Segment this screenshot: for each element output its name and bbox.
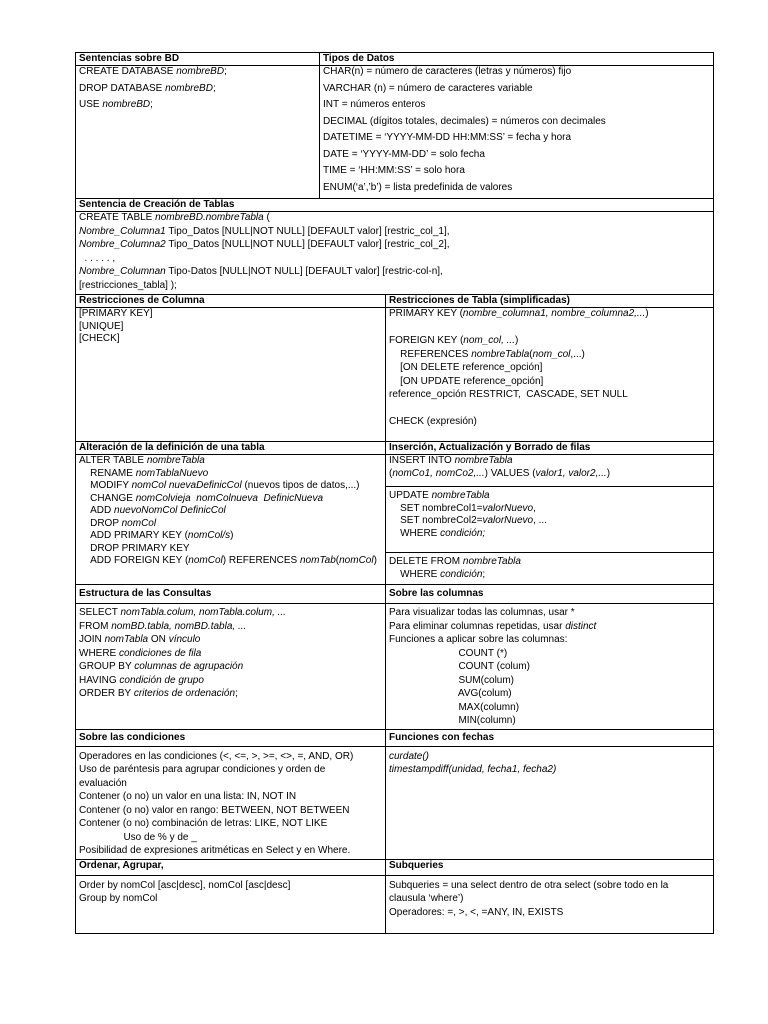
text-segment: SUM(colum)	[389, 674, 515, 686]
italic-term: nomCol	[121, 517, 157, 529]
text-segment: (	[389, 467, 393, 479]
text-segment: UPDATE	[389, 490, 432, 501]
text-line	[389, 556, 710, 569]
update-block	[386, 487, 713, 553]
header-funciones-fechas: Funciones con fechas	[386, 729, 714, 746]
italic-term: valor1, valor2,...	[535, 467, 607, 479]
text-segment: (	[529, 348, 533, 360]
header-restricciones-tabla: Restricciones de Tabla (simplificadas)	[386, 295, 714, 308]
italic-term: nomTabla.colum, nomTabla.colum, ...	[120, 607, 286, 618]
text-line	[79, 805, 382, 818]
text-segment: )	[606, 467, 611, 479]
text-segment: [restricciones_tabla] );	[79, 279, 177, 291]
text-line	[389, 376, 710, 389]
text-segment: Funciones a aplicar sobre las columnas:	[389, 634, 568, 645]
italic-term: valorNuevo	[482, 515, 534, 526]
text-line	[323, 99, 710, 112]
text-segment: . . . . . ,	[79, 252, 116, 264]
text-line	[389, 675, 710, 688]
italic-term: condición de grupo	[119, 674, 204, 686]
text-segment: Subqueries = una select dentro de otra select (sobre todo en la	[389, 879, 669, 891]
header-insercion: Inserción, Actualización y Borrado de filas	[386, 442, 714, 455]
text-segment: evaluación	[79, 777, 127, 789]
text-line	[79, 455, 382, 468]
text-line	[79, 791, 382, 804]
text-line	[79, 530, 382, 543]
italic-term: nomCol	[188, 555, 223, 566]
italic-term: nombreTabla	[431, 490, 490, 501]
italic-term: condición;	[440, 527, 486, 539]
text-line	[79, 688, 382, 701]
cell-ordenar-agrupar	[76, 875, 386, 933]
text-segment: CREATE DATABASE	[79, 66, 177, 77]
italic-term: nomBD.tabla, nomBD.tabla, ...	[111, 620, 247, 632]
header-estructura-consultas: Estructura de las Consultas	[76, 585, 386, 604]
cheat-sheet-table	[75, 52, 714, 934]
italic-term: nomColvieja nomColnueva DefinicNueva	[135, 492, 324, 504]
text-segment: COUNT (*)	[389, 647, 508, 659]
text-segment: )	[230, 530, 234, 541]
text-line	[79, 751, 382, 764]
text-segment: , ...	[533, 515, 547, 526]
text-segment: ;	[212, 82, 216, 94]
italic-term: nomCo1, nomCo2,...	[392, 467, 485, 479]
text-line	[389, 455, 710, 468]
cell-restricciones-columna	[76, 308, 386, 442]
text-segment: Order by nomCol [asc|desc], nomCol [asc|desc]	[79, 879, 291, 891]
italic-term: condición	[440, 568, 483, 580]
italic-term: nomCol nuevaDefinicCol	[131, 480, 242, 491]
italic-term: nomTablaNuevo	[135, 467, 209, 479]
text-segment: DATE = ‘YYYY-MM-DD’ = solo fecha	[323, 148, 485, 160]
text-segment: Uso de % y de _	[79, 831, 197, 843]
italic-term: nomTabla	[104, 634, 149, 645]
text-line	[79, 675, 382, 688]
text-segment: (	[263, 212, 270, 223]
text-segment: REFERENCES	[389, 348, 472, 360]
italic-term: nombreTabla	[462, 556, 521, 567]
text-segment: ,	[533, 502, 536, 514]
text-segment: AVG(colum)	[389, 688, 512, 699]
text-segment: ;	[482, 568, 486, 580]
text-line	[389, 607, 710, 620]
text-line	[79, 832, 382, 845]
text-segment: ,...)	[570, 348, 585, 360]
text-line	[79, 518, 382, 531]
text-line	[79, 239, 710, 252]
text-line	[389, 661, 710, 674]
text-segment: USE	[79, 99, 103, 110]
text-segment: CREATE TABLE	[79, 212, 156, 223]
text-line	[79, 226, 710, 239]
text-line	[323, 165, 710, 178]
text-segment: TIME = ‘HH:MM:SS’ = solo hora	[323, 165, 465, 176]
text-segment: FOREIGN KEY (	[389, 335, 464, 346]
text-segment: CHECK (expresión)	[389, 416, 477, 427]
text-segment: WHERE	[389, 568, 441, 580]
cell-estructura-consultas	[76, 604, 386, 730]
text-segment: CHANGE	[79, 492, 136, 504]
text-segment: ) VALUES (	[484, 467, 536, 479]
text-line	[79, 818, 382, 831]
italic-term: nombre_columna1, nombre_columna2,...	[462, 308, 646, 319]
text-segment: Contener (o no) combinación de letras: LIKE, NOT LIKE	[79, 818, 328, 829]
text-line	[389, 621, 710, 634]
text-segment: ON	[148, 634, 169, 645]
text-segment: Tipo_Datos [NULL|NOT NULL] [DEFAULT valor] [restric_col_1],	[165, 225, 450, 237]
italic-term: nomCol/s	[187, 530, 231, 541]
cell-tipos-datos	[320, 66, 714, 199]
text-line	[389, 569, 710, 582]
text-segment: [UNIQUE]	[79, 320, 124, 332]
text-segment: [CHECK]	[79, 333, 120, 344]
text-line	[79, 661, 382, 674]
italic-term: nomTab	[299, 555, 336, 566]
text-line	[79, 280, 710, 293]
text-line	[79, 555, 382, 568]
italic-term: criterios de ordenación	[133, 688, 236, 699]
text-segment: Group by nomCol	[79, 893, 158, 904]
italic-term: Nombre_Columna1	[79, 225, 166, 237]
text-segment: Operadores: =, >, <, =ANY, IN, EXISTS	[389, 906, 564, 918]
text-line	[323, 83, 710, 96]
italic-term: timestampdiff(unidad, fecha1, fecha2)	[389, 764, 557, 775]
text-line	[389, 389, 710, 402]
text-line	[389, 416, 710, 429]
text-segment: Para eliminar columnas repetidas, usar	[389, 620, 566, 632]
text-line	[389, 528, 710, 541]
header-creacion-tablas: Sentencia de Creación de Tablas	[76, 199, 714, 212]
text-line	[79, 468, 382, 481]
text-segment: Tipo_Datos [NULL|NOT NULL] [DEFAULT valor] [restric_col_2],	[165, 239, 450, 250]
text-segment: ) REFERENCES	[222, 555, 300, 566]
text-segment: ALTER TABLE	[79, 455, 147, 466]
text-line	[79, 480, 382, 493]
header-ordenar-agrupar: Ordenar, Agrupar,	[76, 859, 386, 875]
header-alteracion-tabla: Alteración de la definición de una tabla	[76, 442, 386, 455]
italic-term: columnas de agrupación	[134, 661, 244, 672]
header-tipos-datos: Tipos de Datos	[320, 53, 714, 66]
text-line	[389, 349, 710, 362]
text-segment: Contener (o no) un valor en una lista: IN, NOT IN	[79, 791, 297, 802]
text-line	[79, 778, 382, 791]
text-segment: )	[514, 335, 519, 346]
text-line	[389, 880, 710, 893]
text-segment: Contener (o no) valor en rango: BETWEEN, NOT BETWEEN	[79, 804, 350, 816]
text-segment: )	[373, 555, 377, 566]
header-sobre-columnas: Sobre las columnas	[386, 585, 714, 604]
text-line	[389, 702, 710, 715]
text-line	[79, 83, 316, 96]
text-line	[79, 308, 382, 321]
text-segment: ;	[235, 688, 238, 699]
header-sobre-condiciones: Sobre las condiciones	[76, 729, 386, 746]
text-segment: MAX(column)	[389, 701, 520, 713]
cell-alteracion-tabla	[76, 455, 386, 585]
text-segment: WHERE	[79, 647, 119, 659]
header-sentencias-bd: Sentencias sobre BD	[76, 53, 320, 66]
text-segment: clausula ‘where’)	[389, 893, 464, 904]
text-line	[323, 149, 710, 162]
text-line	[79, 253, 710, 266]
text-segment: ;	[224, 66, 227, 77]
text-segment: HAVING	[79, 674, 120, 686]
italic-term: Nombre_Columna2	[79, 239, 166, 250]
text-line	[389, 715, 710, 728]
italic-term: nom_col, ...	[463, 335, 515, 346]
text-line	[323, 182, 710, 195]
text-line	[389, 322, 710, 335]
text-line	[389, 515, 710, 528]
text-segment: Posibilidad de expresiones aritméticas en Select y en Where.	[79, 845, 351, 856]
text-line	[389, 893, 710, 906]
text-line	[79, 66, 316, 79]
text-segment: DATETIME = ‘YYYY-MM-DD HH:MM:SS’ = fecha y hora	[323, 132, 572, 143]
text-segment: COUNT (colum)	[389, 661, 530, 672]
text-segment: ADD PRIMARY KEY (	[79, 530, 188, 541]
text-segment: RENAME	[79, 467, 136, 479]
text-line	[389, 468, 710, 481]
text-segment: Tipo-Datos [NULL|NOT NULL] [DEFAULT valor] [restric-col-n],	[165, 266, 443, 277]
text-line	[79, 99, 316, 112]
text-line	[79, 607, 382, 620]
italic-term: curdate()	[389, 750, 430, 762]
text-segment: ENUM(‘a’,’b’) = lista predefinida de valores	[323, 181, 513, 193]
cell-sobre-columnas	[386, 604, 714, 730]
italic-term: nombreBD	[102, 99, 151, 110]
italic-term: nuevoNomCol DefinicCol	[114, 505, 226, 516]
italic-term: nombreBD	[176, 66, 225, 77]
text-segment: [PRIMARY KEY]	[79, 308, 153, 319]
italic-term: nombreTabla	[146, 455, 205, 466]
italic-term: nombreTabla	[471, 348, 530, 360]
text-line	[79, 893, 382, 906]
text-segment: PRIMARY KEY (	[389, 308, 463, 319]
text-line	[79, 634, 382, 647]
delete-block	[386, 553, 713, 581]
text-segment: SET nombreCol2=	[389, 515, 483, 526]
text-segment: INT = números enteros	[323, 99, 426, 110]
text-segment: SET nombreCol1=	[389, 502, 483, 514]
text-line	[389, 308, 710, 321]
text-segment: WHERE	[389, 527, 441, 539]
text-segment: GROUP BY	[79, 661, 135, 672]
text-segment: DELETE FROM	[389, 556, 463, 567]
text-line	[79, 648, 382, 661]
text-line	[79, 266, 710, 279]
italic-term: nombreTabla	[454, 455, 513, 466]
text-line	[389, 751, 710, 764]
text-segment: [ON DELETE reference_opción]	[389, 362, 543, 373]
text-segment: (nuevos tipos de datos,...)	[241, 480, 360, 491]
text-line	[389, 403, 710, 416]
text-segment: DROP PRIMARY KEY	[79, 542, 190, 554]
text-line	[79, 845, 382, 858]
italic-term: vínculo	[168, 634, 201, 645]
cell-subqueries	[386, 875, 714, 933]
text-segment: )	[645, 308, 649, 319]
text-line	[389, 490, 710, 503]
text-segment: ADD	[79, 505, 115, 516]
cell-funciones-fechas	[386, 746, 714, 859]
italic-term: nombreBD	[165, 82, 213, 94]
text-line	[389, 688, 710, 701]
text-segment: (	[335, 555, 340, 566]
text-segment: JOIN	[79, 634, 105, 645]
text-segment: MIN(column)	[389, 715, 516, 726]
italic-term: condiciones de fila	[119, 647, 202, 659]
italic-term: nom_col	[532, 348, 571, 360]
italic-term: nomCol	[339, 555, 374, 566]
text-segment: ORDER BY	[79, 688, 134, 699]
text-line	[389, 764, 710, 777]
text-line	[389, 362, 710, 375]
text-segment: CHAR(n) = número de caracteres (letras y números) fijo	[323, 66, 572, 77]
italic-term: Nombre_Columnan	[79, 266, 166, 277]
text-line	[389, 634, 710, 647]
header-subqueries: Subqueries	[386, 859, 714, 875]
cell-creacion-tablas	[76, 212, 714, 295]
text-segment: ADD FOREIGN KEY (	[79, 555, 189, 566]
text-line	[79, 543, 382, 556]
text-line	[79, 621, 382, 634]
text-segment: reference_opción RESTRICT, CASCADE, SET NULL	[389, 389, 628, 400]
text-line	[389, 503, 710, 516]
text-segment: DECIMAL (dígitos totales, decimales) = números con decimales	[323, 115, 606, 127]
text-line	[79, 493, 382, 506]
insert-block	[386, 455, 713, 487]
header-restricciones-columna: Restricciones de Columna	[76, 295, 386, 308]
italic-term: nombreBD.nombreTabla	[155, 212, 264, 223]
text-line	[389, 907, 710, 920]
cell-sobre-condiciones	[76, 746, 386, 859]
text-segment: Operadores en las condiciones (<, <=, >, >=, <>, =, AND, OR)	[79, 750, 354, 762]
text-line	[79, 880, 382, 893]
text-segment: MODIFY	[79, 480, 132, 491]
text-segment: VARCHAR (n) = número de caracteres variable	[323, 82, 533, 94]
text-segment: ;	[150, 99, 153, 110]
text-line	[323, 116, 710, 129]
text-segment: DROP DATABASE	[79, 82, 166, 94]
text-line	[389, 648, 710, 661]
text-segment: FROM	[79, 620, 112, 632]
text-segment: SELECT	[79, 607, 121, 618]
italic-term: valorNuevo	[482, 502, 534, 514]
text-line	[79, 321, 382, 334]
text-line	[323, 66, 710, 79]
text-segment: DROP	[79, 517, 122, 529]
text-line	[79, 212, 710, 225]
italic-term: distinct	[565, 620, 597, 632]
text-line	[79, 764, 382, 777]
text-line	[79, 505, 382, 518]
cell-sentencias-bd	[76, 66, 320, 199]
text-line	[389, 335, 710, 348]
text-line	[79, 333, 382, 346]
text-segment: Uso de paréntesis para agrupar condiciones y orden de	[79, 764, 326, 775]
cell-restricciones-tabla	[386, 308, 714, 442]
cell-insercion	[386, 455, 714, 585]
text-line	[323, 132, 710, 145]
text-segment: INSERT INTO	[389, 455, 455, 466]
text-segment: Para visualizar todas las columnas, usar *	[389, 607, 575, 618]
text-segment: [ON UPDATE reference_opción]	[389, 375, 544, 387]
